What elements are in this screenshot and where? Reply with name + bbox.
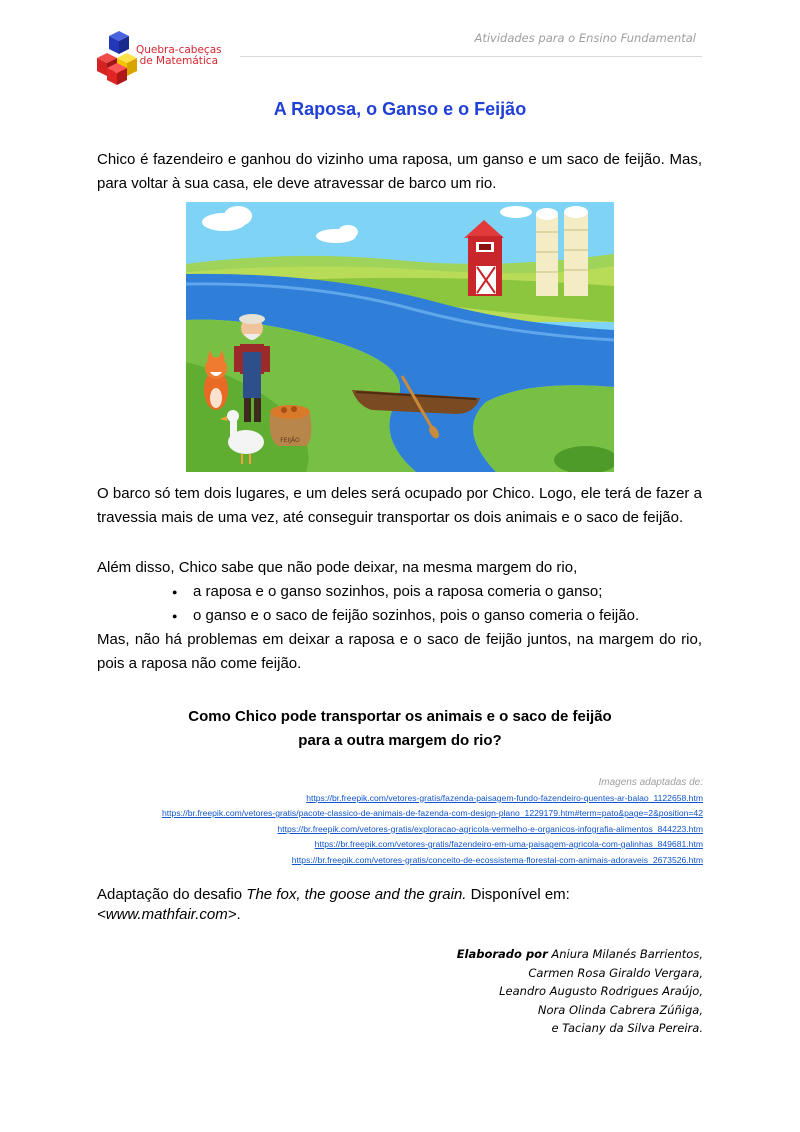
header-tagline: Atividades para o Ensino Fundamental	[474, 31, 696, 45]
author-name: e Taciany da Silva Pereira.	[551, 1021, 703, 1035]
question	[0, 705, 800, 753]
page-title: A Raposa, o Ganso e o Feijão	[273, 99, 527, 119]
credit-link[interactable]: https://br.freepik.com/vetores-gratis/pacote-classico-de-animais-de-fazenda-com-design-plano_1229179.htm#term=pato&page=2&position=42	[162, 808, 703, 818]
credit-link[interactable]: https://br.freepik.com/vetores-gratis/conceito-de-ecossistema-florestal-com-animais-adoraveis_2673526.htm	[291, 854, 703, 865]
list-item: ● a raposa e o ganso sozinhos, pois a raposa comeria o ganso;	[172, 580, 639, 604]
fox-icon	[204, 350, 228, 410]
credits-label: Imagens adaptadas de:	[598, 777, 703, 788]
adaptation-end: .	[236, 906, 241, 923]
author-name: Leandro Augusto Rodrigues Araújo,	[499, 984, 703, 998]
farm-illustration	[186, 202, 614, 472]
credit-link[interactable]: https://br.freepik.com/vetores-gratis/fazendeiro-em-uma-paisagem-agricola-com-galinhas_849681.htm	[314, 839, 703, 849]
boat-paragraph: O barco só tem dois lugares, e um deles será ocupado por Chico. Logo, ele terá de fazer a travessia mais de uma vez, até conseguir transportar os dois animais e o saco de feijão.	[97, 485, 702, 526]
credit-link[interactable]: https://br.freepik.com/vetores-gratis/exploracao-agricola-vermelho-e-organicos-infografia-alimentos_844223.htm	[277, 823, 703, 834]
header-divider	[240, 56, 702, 57]
author-name: Aniura Milanés Barrientos,	[551, 947, 703, 961]
logo-line-1: Quebra-cabeças	[136, 44, 222, 56]
question-line-2: para a outra margem do rio?	[298, 732, 502, 749]
adaptation-site: <www.mathfair.com>	[97, 906, 237, 923]
image-credits	[100, 775, 703, 868]
author-name: Nora Olinda Cabrera Zúñiga,	[537, 1002, 703, 1017]
list-item: ● o ganso e o saco de feijão sozinhos, pois o ganso comeria o feijão.	[172, 604, 639, 628]
authors-label: Elaborado por	[456, 947, 548, 961]
rules-list	[172, 580, 639, 628]
bean-sack-icon	[270, 405, 312, 446]
sack-label: FEIJÃO	[280, 437, 300, 444]
credit-link[interactable]: https://br.freepik.com/vetores-gratis/fazenda-paisagem-fundo-fazendeiro-quentes-ar-balao_1122658.htm	[306, 792, 703, 803]
adaptation-work: The fox, the goose and the grain.	[246, 886, 467, 903]
logo-text	[136, 45, 222, 67]
adaptation-suffix: Disponível em:	[466, 886, 570, 903]
author-name: Carmen Rosa Giraldo Vergara,	[528, 965, 703, 980]
question-line-1: Como Chico pode transportar os animais e o saco de feijão	[188, 708, 612, 725]
authors	[380, 945, 703, 1038]
intro-paragraph: Chico é fazendeiro e ganhou do vizinho uma raposa, um ganso e um saco de feijão. Mas, para voltar à sua casa, ele deve atravessar de barco um rio.	[97, 151, 702, 192]
adaptation-note	[97, 885, 702, 925]
logo-line-2: de Matemática	[139, 55, 219, 67]
fox-beans-paragraph: Mas, não há problemas em deixar a raposa e o saco de feijão juntos, na margem do rio, pois a raposa não come feijão.	[97, 631, 702, 672]
adaptation-prefix: Adaptação do desafio	[97, 886, 247, 903]
rule-intro-paragraph: Além disso, Chico sabe que não pode deixar, na mesma margem do rio,	[97, 559, 578, 576]
